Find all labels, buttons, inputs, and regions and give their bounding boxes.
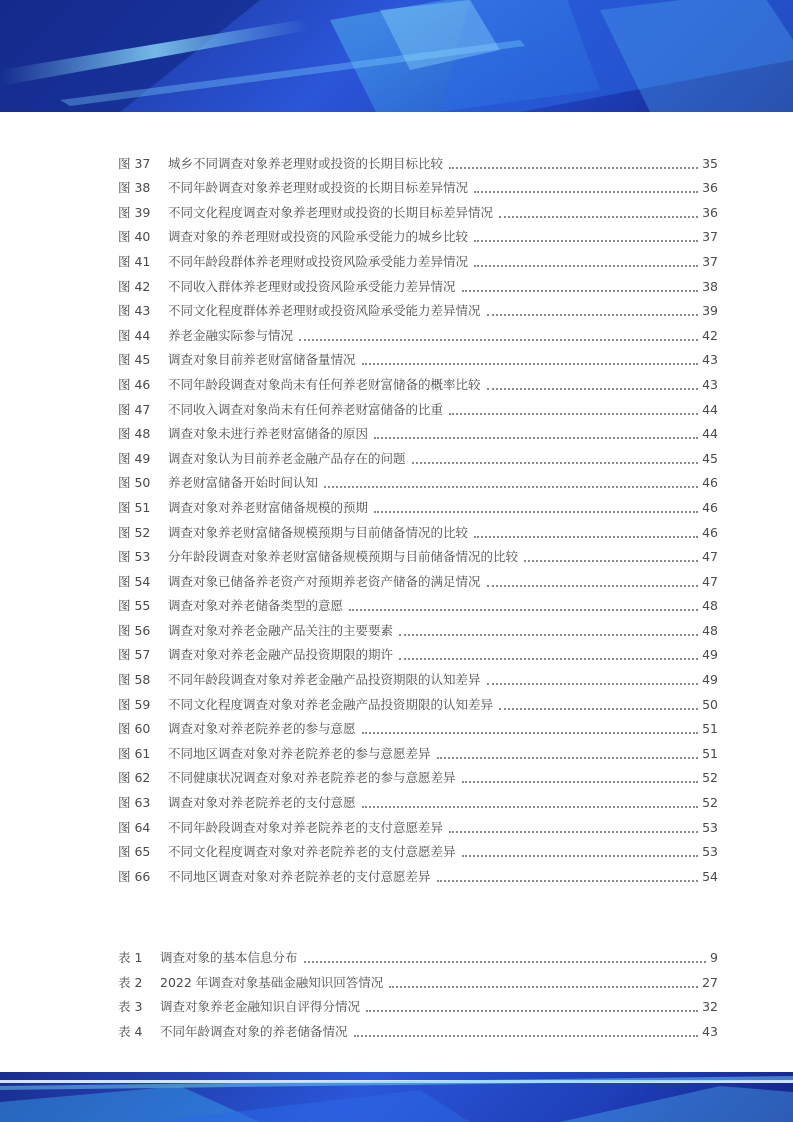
entry-number: 图 58 bbox=[118, 672, 151, 688]
entry-page: 42 bbox=[702, 327, 718, 343]
toc-entry[interactable] bbox=[118, 148, 718, 173]
dot-leader bbox=[354, 1035, 699, 1037]
entry-page: 37 bbox=[702, 253, 718, 269]
entry-number: 图 52 bbox=[118, 524, 151, 540]
toc-entry[interactable] bbox=[118, 369, 718, 394]
entry-page: 36 bbox=[702, 204, 718, 220]
entry-page: 50 bbox=[702, 696, 718, 712]
entry-number: 图 39 bbox=[118, 204, 151, 220]
toc-entry[interactable] bbox=[118, 738, 718, 763]
entry-title: 不同收入群体养老理财或投资风险承受能力差异情况 bbox=[168, 278, 456, 294]
entry-title: 不同年龄段调查对象尚未有任何养老财富储备的概率比较 bbox=[168, 376, 481, 392]
entry-title: 不同文化程度调查对象对养老金融产品投资期限的认知差异 bbox=[168, 696, 494, 712]
dot-leader bbox=[487, 314, 699, 316]
entry-number: 图 48 bbox=[118, 426, 151, 442]
banner-decoration bbox=[0, 1072, 793, 1122]
dot-leader bbox=[389, 986, 698, 988]
entry-number: 表 1 bbox=[118, 950, 143, 966]
toc-entry[interactable] bbox=[118, 640, 718, 665]
dot-leader bbox=[437, 880, 699, 882]
entry-title: 调查对象对养老金融产品关注的主要要素 bbox=[168, 622, 394, 638]
toc-entry[interactable] bbox=[118, 542, 718, 567]
entry-title: 不同年龄调查对象养老理财或投资的长期目标差异情况 bbox=[168, 180, 469, 196]
entry-number: 图 45 bbox=[118, 352, 151, 368]
dot-leader bbox=[374, 437, 698, 439]
entry-number: 图 56 bbox=[118, 622, 151, 638]
dot-leader bbox=[366, 1010, 698, 1012]
entry-page: 43 bbox=[702, 1023, 718, 1039]
toc-entry[interactable] bbox=[118, 246, 718, 271]
entry-title: 调查对象的基本信息分布 bbox=[160, 950, 298, 966]
toc-entry[interactable] bbox=[118, 992, 718, 1016]
toc-entry[interactable] bbox=[118, 1016, 718, 1040]
table-list bbox=[118, 943, 718, 1041]
entry-number: 图 40 bbox=[118, 229, 151, 245]
dot-leader bbox=[487, 388, 699, 390]
entry-title: 不同年龄段群体养老理财或投资风险承受能力差异情况 bbox=[168, 253, 469, 269]
entry-number: 图 55 bbox=[118, 598, 151, 614]
entry-title: 不同文化程度调查对象对养老院养老的支付意愿差异 bbox=[168, 844, 456, 860]
dot-leader bbox=[462, 781, 699, 783]
toc-entry[interactable] bbox=[118, 345, 718, 370]
entry-page: 46 bbox=[702, 499, 718, 515]
dot-leader bbox=[412, 462, 699, 464]
toc-entry[interactable] bbox=[118, 763, 718, 788]
entry-page: 48 bbox=[702, 598, 718, 614]
toc-entry[interactable] bbox=[118, 664, 718, 689]
entry-number: 图 43 bbox=[118, 303, 151, 319]
entry-title: 调查对象对养老院养老的支付意愿 bbox=[168, 795, 356, 811]
entry-title: 养老金融实际参与情况 bbox=[168, 327, 294, 343]
dot-leader bbox=[474, 536, 698, 538]
entry-page: 35 bbox=[702, 155, 718, 171]
entry-page: 9 bbox=[710, 950, 718, 966]
entry-number: 图 46 bbox=[118, 376, 151, 392]
entry-page: 45 bbox=[702, 450, 718, 466]
dot-leader bbox=[362, 363, 699, 365]
entry-title: 不同年龄段调查对象对养老金融产品投资期限的认知差异 bbox=[168, 672, 481, 688]
dot-leader bbox=[399, 658, 698, 660]
entry-title: 调查对象对养老院养老的参与意愿 bbox=[168, 721, 356, 737]
dot-leader bbox=[449, 413, 698, 415]
toc-entry[interactable] bbox=[118, 517, 718, 542]
entry-title: 不同健康状况调查对象对养老院养老的参与意愿差异 bbox=[168, 770, 456, 786]
dot-leader bbox=[462, 855, 699, 857]
entry-title: 调查对象认为目前养老金融产品存在的问题 bbox=[168, 450, 406, 466]
toc-entry[interactable] bbox=[118, 468, 718, 493]
toc-entry[interactable] bbox=[118, 837, 718, 862]
toc-entry[interactable] bbox=[118, 173, 718, 198]
dot-leader bbox=[349, 609, 698, 611]
entry-title: 不同年龄调查对象的养老储备情况 bbox=[160, 1023, 348, 1039]
entry-page: 43 bbox=[702, 376, 718, 392]
entry-page: 53 bbox=[702, 844, 718, 860]
entry-number: 表 4 bbox=[118, 1023, 143, 1039]
entry-title: 不同地区调查对象对养老院养老的支付意愿差异 bbox=[168, 868, 431, 884]
entry-number: 图 57 bbox=[118, 647, 151, 663]
dot-leader bbox=[362, 806, 699, 808]
entry-page: 47 bbox=[702, 549, 718, 565]
entry-title: 调查对象未进行养老财富储备的原因 bbox=[168, 426, 369, 442]
entry-title: 调查对象养老金融知识自评得分情况 bbox=[160, 999, 361, 1015]
entry-number: 图 41 bbox=[118, 253, 151, 269]
dot-leader bbox=[324, 486, 698, 488]
entry-page: 27 bbox=[702, 974, 718, 990]
dot-leader bbox=[437, 757, 699, 759]
entry-number: 图 61 bbox=[118, 745, 151, 761]
entry-number: 图 44 bbox=[118, 327, 151, 343]
entry-page: 39 bbox=[702, 303, 718, 319]
figure-list bbox=[118, 148, 718, 886]
dot-leader bbox=[462, 290, 699, 292]
banner-decoration bbox=[0, 0, 793, 112]
bottom-banner bbox=[0, 1072, 793, 1122]
entry-page: 32 bbox=[702, 999, 718, 1015]
dot-leader bbox=[487, 585, 699, 587]
dot-leader bbox=[449, 167, 698, 169]
dot-leader bbox=[524, 560, 698, 562]
entry-number: 表 2 bbox=[118, 974, 143, 990]
dot-leader bbox=[499, 216, 698, 218]
entry-number: 图 64 bbox=[118, 819, 151, 835]
dot-leader bbox=[304, 961, 707, 963]
dot-leader bbox=[374, 511, 698, 513]
entry-title: 不同文化程度群体养老理财或投资风险承受能力差异情况 bbox=[168, 303, 481, 319]
toc-entry[interactable] bbox=[118, 222, 718, 247]
dot-leader bbox=[487, 683, 699, 685]
toc-entry[interactable] bbox=[118, 566, 718, 591]
entry-number: 图 47 bbox=[118, 401, 151, 417]
dot-leader bbox=[499, 708, 698, 710]
toc-entry[interactable] bbox=[118, 615, 718, 640]
entry-page: 46 bbox=[702, 475, 718, 491]
entry-page: 44 bbox=[702, 401, 718, 417]
entry-title: 调查对象已储备养老资产对预期养老资产储备的满足情况 bbox=[168, 573, 481, 589]
entry-number: 图 37 bbox=[118, 155, 151, 171]
entry-title: 调查对象目前养老财富储备量情况 bbox=[168, 352, 356, 368]
entry-title: 城乡不同调查对象养老理财或投资的长期目标比较 bbox=[168, 155, 444, 171]
entry-title: 养老财富储备开始时间认知 bbox=[168, 475, 319, 491]
entry-number: 图 66 bbox=[118, 868, 151, 884]
dot-leader bbox=[399, 634, 698, 636]
entry-number: 表 3 bbox=[118, 999, 143, 1015]
toc-entry[interactable] bbox=[118, 787, 718, 812]
toc-entry[interactable] bbox=[118, 271, 718, 296]
entry-number: 图 62 bbox=[118, 770, 151, 786]
toc-entry[interactable] bbox=[118, 943, 718, 967]
dot-leader bbox=[449, 831, 698, 833]
toc-entry[interactable] bbox=[118, 492, 718, 517]
entry-title: 不同地区调查对象对养老院养老的参与意愿差异 bbox=[168, 745, 431, 761]
entry-title: 调查对象对养老金融产品投资期限的期许 bbox=[168, 647, 394, 663]
entry-title: 调查对象对养老财富储备规模的预期 bbox=[168, 499, 369, 515]
toc-entry[interactable] bbox=[118, 861, 718, 886]
toc-entry[interactable] bbox=[118, 443, 718, 468]
entry-page: 43 bbox=[702, 352, 718, 368]
toc-entry[interactable] bbox=[118, 591, 718, 616]
entry-page: 54 bbox=[702, 868, 718, 884]
entry-number: 图 63 bbox=[118, 795, 151, 811]
entry-number: 图 42 bbox=[118, 278, 151, 294]
entry-page: 48 bbox=[702, 622, 718, 638]
toc-entry[interactable] bbox=[118, 967, 718, 991]
top-banner bbox=[0, 0, 793, 112]
toc-entry[interactable] bbox=[118, 394, 718, 419]
entry-title: 调查对象的养老理财或投资的风险承受能力的城乡比较 bbox=[168, 229, 469, 245]
dot-leader bbox=[474, 265, 698, 267]
toc-entry[interactable] bbox=[118, 296, 718, 321]
dot-leader bbox=[474, 191, 698, 193]
toc-entry[interactable] bbox=[118, 419, 718, 444]
entry-number: 图 53 bbox=[118, 549, 151, 565]
entry-number: 图 38 bbox=[118, 180, 151, 196]
dot-leader bbox=[474, 240, 698, 242]
entry-title: 不同年龄段调查对象对养老院养老的支付意愿差异 bbox=[168, 819, 444, 835]
entry-number: 图 54 bbox=[118, 573, 151, 589]
entry-page: 36 bbox=[702, 180, 718, 196]
entry-number: 图 50 bbox=[118, 475, 151, 491]
entry-page: 46 bbox=[702, 524, 718, 540]
entry-title: 不同文化程度调查对象养老理财或投资的长期目标差异情况 bbox=[168, 204, 494, 220]
dot-leader bbox=[299, 339, 698, 341]
entry-number: 图 51 bbox=[118, 499, 151, 515]
entry-number: 图 59 bbox=[118, 696, 151, 712]
entry-title: 不同收入调查对象尚未有任何养老财富储备的比重 bbox=[168, 401, 444, 417]
entry-page: 52 bbox=[702, 795, 718, 811]
entry-page: 51 bbox=[702, 721, 718, 737]
entry-title: 2022 年调查对象基础金融知识回答情况 bbox=[160, 974, 384, 990]
entry-page: 53 bbox=[702, 819, 718, 835]
entry-page: 37 bbox=[702, 229, 718, 245]
entry-number: 图 60 bbox=[118, 721, 151, 737]
entry-page: 47 bbox=[702, 573, 718, 589]
entry-page: 52 bbox=[702, 770, 718, 786]
entry-title: 调查对象对养老储备类型的意愿 bbox=[168, 598, 344, 614]
toc-entry[interactable] bbox=[118, 320, 718, 345]
entry-page: 38 bbox=[702, 278, 718, 294]
entry-title: 分年龄段调查对象养老财富储备规模预期与目前储备情况的比较 bbox=[168, 549, 519, 565]
toc-entry[interactable] bbox=[118, 714, 718, 739]
dot-leader bbox=[362, 732, 699, 734]
entry-title: 调查对象养老财富储备规模预期与目前储备情况的比较 bbox=[168, 524, 469, 540]
toc-entry[interactable] bbox=[118, 689, 718, 714]
entry-page: 51 bbox=[702, 745, 718, 761]
entry-page: 44 bbox=[702, 426, 718, 442]
entry-number: 图 49 bbox=[118, 450, 151, 466]
toc-entry[interactable] bbox=[118, 197, 718, 222]
entry-page: 49 bbox=[702, 647, 718, 663]
entry-page: 49 bbox=[702, 672, 718, 688]
toc-entry[interactable] bbox=[118, 812, 718, 837]
entry-number: 图 65 bbox=[118, 844, 151, 860]
